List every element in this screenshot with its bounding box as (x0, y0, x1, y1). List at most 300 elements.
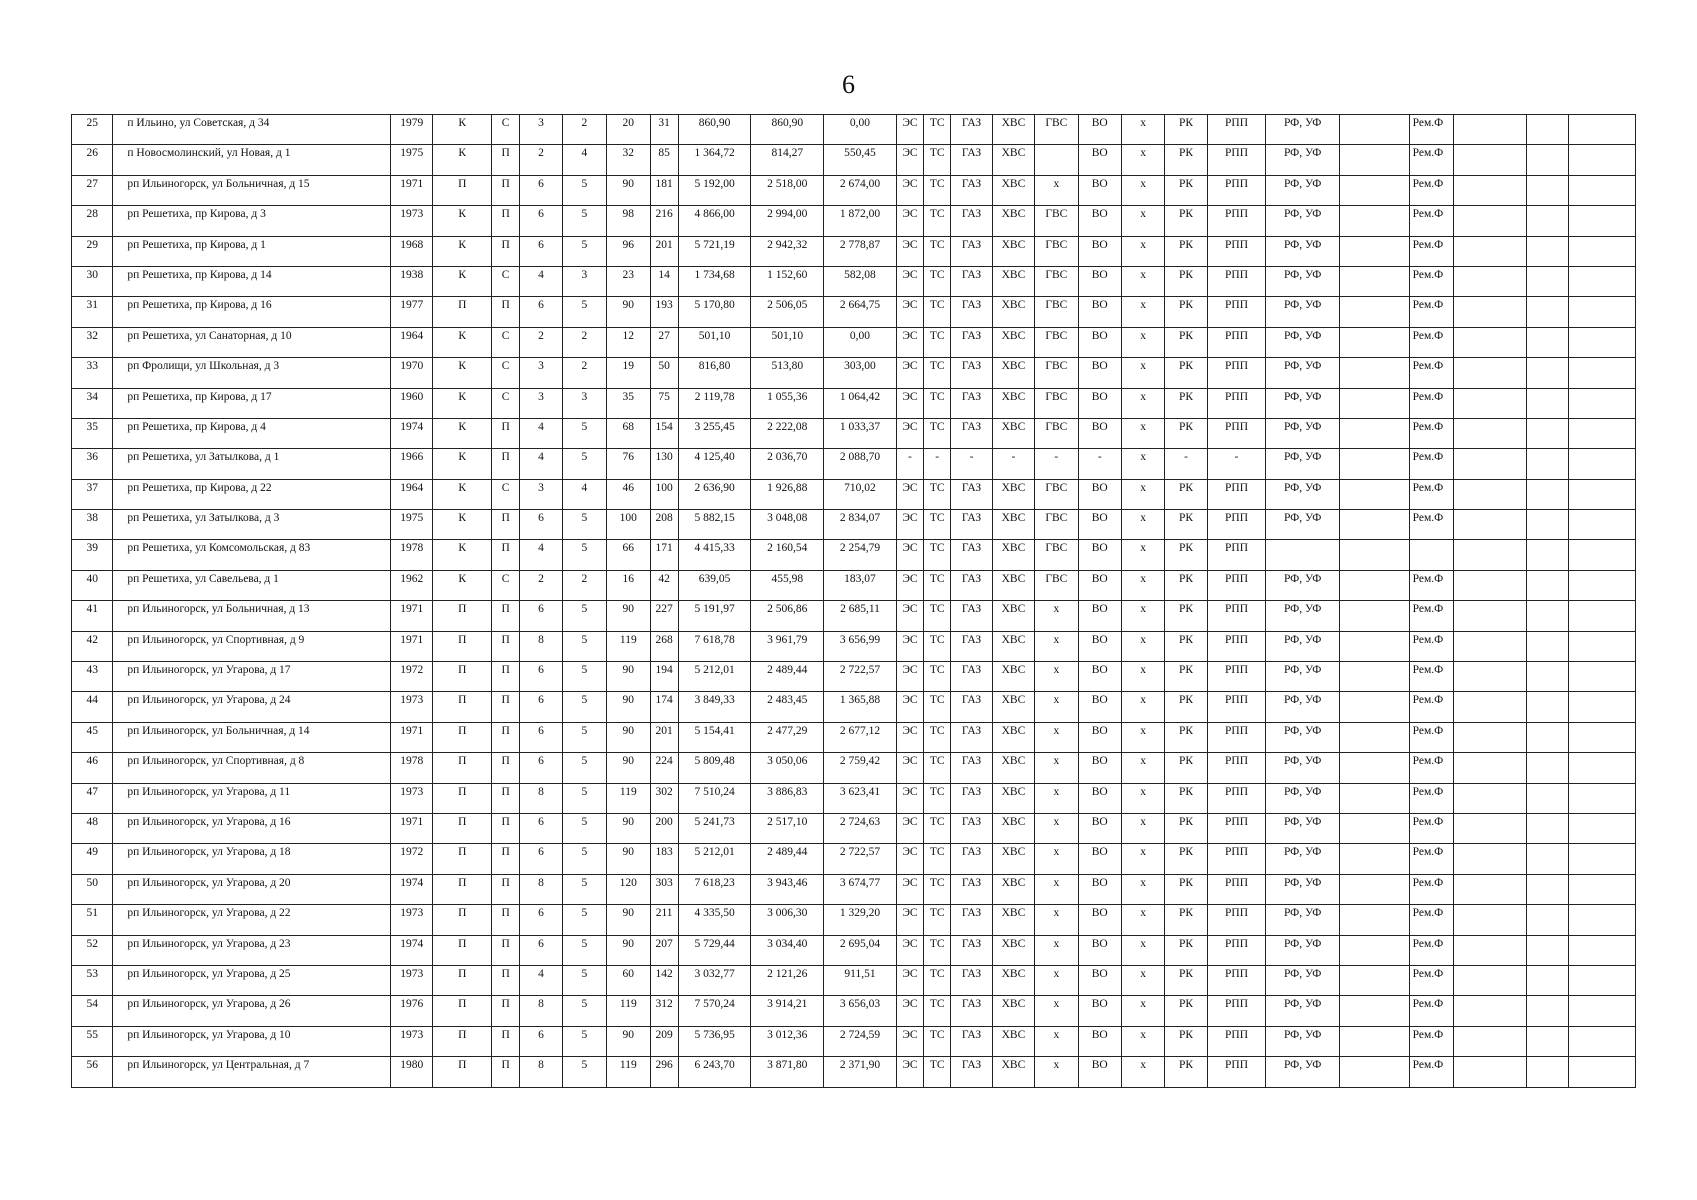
cell-wall-material: П (433, 297, 492, 327)
cell-total-area: 1 734,68 (678, 266, 751, 296)
cell-floors: 8 (520, 783, 562, 813)
cell-floors: 6 (520, 601, 562, 631)
cell-empty-b (1454, 844, 1527, 874)
table-row (72, 601, 1636, 631)
cell-facade-repair: РПП (1207, 266, 1266, 296)
cell-floor-type: П (492, 996, 520, 1026)
cell-floor-type: П (492, 813, 520, 843)
cell-mark: х (1121, 297, 1164, 327)
cell-sewage: ВО (1078, 570, 1121, 600)
cell-empty-b (1454, 570, 1527, 600)
cell-hot-water: х (1035, 905, 1078, 935)
cell-apartments: 66 (607, 540, 650, 570)
cell-apartments: 100 (607, 510, 650, 540)
cell-residential-area: 2 489,44 (751, 662, 824, 692)
cell-nonresidential-area: 1 365,88 (824, 692, 897, 722)
cell-empty-c (1526, 449, 1568, 479)
cell-gas: ГАЗ (951, 540, 992, 570)
cell-empty-a (1340, 297, 1410, 327)
cell-entrances: 5 (562, 1026, 606, 1056)
cell-gas: ГАЗ (951, 692, 992, 722)
table-row (72, 1026, 1636, 1056)
cell-entrances: 2 (562, 115, 606, 145)
cell-residential-area: 2 517,10 (751, 813, 824, 843)
cell-residential-area: 2 160,54 (751, 540, 824, 570)
cell-floors: 3 (520, 115, 562, 145)
cell-total-area: 5 882,15 (678, 510, 751, 540)
cell-facade-repair: РПП (1207, 965, 1266, 995)
cell-empty-c (1526, 813, 1568, 843)
cell-mark: х (1121, 418, 1164, 448)
cell-wall-material: К (433, 570, 492, 600)
cell-apartments: 60 (607, 965, 650, 995)
cell-residential-area: 1 152,60 (751, 266, 824, 296)
cell-total-area: 5 736,95 (678, 1026, 751, 1056)
cell-nonresidential-area: 2 759,42 (824, 753, 897, 783)
cell-heating: - (924, 449, 951, 479)
cell-fund: РФ, УФ (1266, 327, 1340, 357)
cell-apartments: 119 (607, 996, 650, 1026)
cell-mark: х (1121, 206, 1164, 236)
table-row (72, 266, 1636, 296)
cell-heating: ТС (924, 266, 951, 296)
cell-floor-type: П (492, 418, 520, 448)
cell-empty-c (1526, 570, 1568, 600)
cell-empty-d (1569, 388, 1636, 418)
cell-address: рп Решетиха, ул Затылкова, д 1 (113, 449, 391, 479)
cell-floor-type: П (492, 206, 520, 236)
cell-address: рп Ильиногорск, ул Угарова, д 23 (113, 935, 391, 965)
cell-total-area: 501,10 (678, 327, 751, 357)
table-row (72, 145, 1636, 175)
cell-facade-repair: РПП (1207, 905, 1266, 935)
cell-build-year: 1974 (391, 935, 433, 965)
cell-address: рп Решетиха, пр Кирова, д 16 (113, 297, 391, 327)
cell-facade-repair: РПП (1207, 206, 1266, 236)
cell-gas: ГАЗ (951, 905, 992, 935)
cell-wall-material: К (433, 479, 492, 509)
cell-hot-water: х (1035, 874, 1078, 904)
cell-floors: 2 (520, 145, 562, 175)
cell-total-area: 7 618,23 (678, 874, 751, 904)
cell-floors: 6 (520, 753, 562, 783)
cell-build-year: 1971 (391, 175, 433, 205)
cell-cold-water: ХВС (992, 327, 1034, 357)
cell-floors: 8 (520, 996, 562, 1026)
cell-floors: 4 (520, 266, 562, 296)
cell-floor-type: П (492, 722, 520, 752)
cell-sewage: ВО (1078, 996, 1121, 1026)
cell-repair-fund: Рем.Ф (1409, 692, 1453, 722)
cell-floor-type: П (492, 510, 520, 540)
cell-total-area: 5 721,19 (678, 236, 751, 266)
cell-floor-type: С (492, 388, 520, 418)
cell-empty-b (1454, 145, 1527, 175)
cell-address: рп Ильиногорск, ул Угарова, д 10 (113, 1026, 391, 1056)
cell-repair-fund: Рем.Ф (1409, 783, 1453, 813)
cell-empty-c (1526, 206, 1568, 236)
cell-heating: ТС (924, 631, 951, 661)
cell-cold-water: ХВС (992, 905, 1034, 935)
cell-facade-repair: РПП (1207, 996, 1266, 1026)
cell-empty-b (1454, 327, 1527, 357)
cell-build-year: 1970 (391, 358, 433, 388)
cell-fund: РФ, УФ (1266, 844, 1340, 874)
cell-sewage: ВО (1078, 175, 1121, 205)
cell-heating: ТС (924, 297, 951, 327)
cell-repair-fund: Рем.Ф (1409, 418, 1453, 448)
cell-residential-area: 860,90 (751, 115, 824, 145)
cell-empty-d (1569, 692, 1636, 722)
cell-hot-water: ГВС (1035, 327, 1078, 357)
cell-floors: 6 (520, 1026, 562, 1056)
cell-total-area: 5 212,01 (678, 662, 751, 692)
cell-empty-d (1569, 327, 1636, 357)
cell-total-area: 639,05 (678, 570, 751, 600)
cell-electricity: ЭС (896, 115, 923, 145)
cell-hot-water: х (1035, 935, 1078, 965)
cell-residential-area: 455,98 (751, 570, 824, 600)
cell-address: рп Решетиха, пр Кирова, д 17 (113, 388, 391, 418)
cell-total-area: 2 636,90 (678, 479, 751, 509)
cell-fund: РФ, УФ (1266, 631, 1340, 661)
cell-nonresidential-area: 710,02 (824, 479, 897, 509)
cell-residents: 174 (650, 692, 678, 722)
cell-residents: 193 (650, 297, 678, 327)
cell-hot-water: ГВС (1035, 388, 1078, 418)
cell-build-year: 1964 (391, 479, 433, 509)
cell-facade-repair: РПП (1207, 783, 1266, 813)
cell-facade-repair: РПП (1207, 236, 1266, 266)
cell-hot-water: х (1035, 662, 1078, 692)
cell-wall-material: П (433, 844, 492, 874)
cell-total-area: 6 243,70 (678, 1057, 751, 1087)
cell-row-number: 55 (72, 1026, 113, 1056)
cell-empty-d (1569, 358, 1636, 388)
table-row (72, 813, 1636, 843)
cell-nonresidential-area: 1 033,37 (824, 418, 897, 448)
cell-nonresidential-area: 3 623,41 (824, 783, 897, 813)
cell-apartments: 90 (607, 1026, 650, 1056)
cell-mark: х (1121, 540, 1164, 570)
cell-facade-repair: РПП (1207, 1026, 1266, 1056)
cell-electricity: ЭС (896, 510, 923, 540)
cell-hot-water: ГВС (1035, 236, 1078, 266)
cell-nonresidential-area: 2 724,63 (824, 813, 897, 843)
cell-residential-area: 2 994,00 (751, 206, 824, 236)
cell-address: рп Ильиногорск, ул Больничная, д 15 (113, 175, 391, 205)
cell-roof-repair: РК (1165, 358, 1207, 388)
cell-apartments: 120 (607, 874, 650, 904)
table-row (72, 236, 1636, 266)
cell-gas: ГАЗ (951, 631, 992, 661)
cell-empty-c (1526, 783, 1568, 813)
cell-floors: 6 (520, 722, 562, 752)
cell-wall-material: П (433, 175, 492, 205)
cell-empty-d (1569, 145, 1636, 175)
cell-gas: ГАЗ (951, 236, 992, 266)
cell-facade-repair: РПП (1207, 479, 1266, 509)
cell-build-year: 1972 (391, 844, 433, 874)
cell-roof-repair: РК (1165, 813, 1207, 843)
cell-floor-type: П (492, 236, 520, 266)
cell-empty-b (1454, 206, 1527, 236)
cell-empty-d (1569, 813, 1636, 843)
cell-floors: 6 (520, 692, 562, 722)
cell-address: рп Решетиха, пр Кирова, д 4 (113, 418, 391, 448)
cell-build-year: 1962 (391, 570, 433, 600)
cell-wall-material: К (433, 266, 492, 296)
cell-nonresidential-area: 2 664,75 (824, 297, 897, 327)
cell-build-year: 1973 (391, 905, 433, 935)
cell-apartments: 19 (607, 358, 650, 388)
cell-hot-water: х (1035, 1057, 1078, 1087)
cell-floors: 6 (520, 297, 562, 327)
cell-electricity: ЭС (896, 692, 923, 722)
cell-empty-a (1340, 662, 1410, 692)
table-row (72, 783, 1636, 813)
cell-row-number: 46 (72, 753, 113, 783)
cell-facade-repair: РПП (1207, 145, 1266, 175)
cell-residents: 130 (650, 449, 678, 479)
cell-apartments: 90 (607, 935, 650, 965)
cell-empty-a (1340, 236, 1410, 266)
cell-row-number: 27 (72, 175, 113, 205)
cell-residential-area: 2 489,44 (751, 844, 824, 874)
cell-apartments: 90 (607, 905, 650, 935)
cell-fund: РФ, УФ (1266, 570, 1340, 600)
cell-build-year: 1960 (391, 388, 433, 418)
cell-residents: 181 (650, 175, 678, 205)
cell-cold-water: ХВС (992, 297, 1034, 327)
cell-heating: ТС (924, 813, 951, 843)
cell-empty-d (1569, 115, 1636, 145)
cell-residents: 268 (650, 631, 678, 661)
cell-apartments: 23 (607, 266, 650, 296)
cell-empty-a (1340, 874, 1410, 904)
cell-sewage: ВО (1078, 874, 1121, 904)
cell-build-year: 1974 (391, 874, 433, 904)
cell-electricity: ЭС (896, 327, 923, 357)
cell-cold-water: ХВС (992, 206, 1034, 236)
cell-total-area: 7 570,24 (678, 996, 751, 1026)
cell-floors: 4 (520, 418, 562, 448)
cell-facade-repair: РПП (1207, 175, 1266, 205)
cell-floor-type: П (492, 905, 520, 935)
cell-residents: 216 (650, 206, 678, 236)
cell-electricity: ЭС (896, 236, 923, 266)
cell-row-number: 37 (72, 479, 113, 509)
cell-repair-fund: Рем.Ф (1409, 449, 1453, 479)
cell-entrances: 5 (562, 722, 606, 752)
cell-floor-type: П (492, 145, 520, 175)
cell-floor-type: П (492, 965, 520, 995)
cell-empty-b (1454, 935, 1527, 965)
table-row (72, 358, 1636, 388)
cell-mark: х (1121, 266, 1164, 296)
cell-residents: 75 (650, 388, 678, 418)
cell-roof-repair: РК (1165, 236, 1207, 266)
cell-residential-area: 2 121,26 (751, 965, 824, 995)
cell-heating: ТС (924, 965, 951, 995)
cell-empty-b (1454, 662, 1527, 692)
cell-row-number: 54 (72, 996, 113, 1026)
cell-empty-d (1569, 236, 1636, 266)
table-row (72, 844, 1636, 874)
cell-total-area: 816,80 (678, 358, 751, 388)
cell-empty-b (1454, 358, 1527, 388)
cell-nonresidential-area: 1 329,20 (824, 905, 897, 935)
cell-residential-area: 3 886,83 (751, 783, 824, 813)
cell-gas: ГАЗ (951, 662, 992, 692)
cell-floor-type: П (492, 540, 520, 570)
cell-hot-water: ГВС (1035, 297, 1078, 327)
cell-mark: х (1121, 175, 1164, 205)
cell-gas: ГАЗ (951, 753, 992, 783)
cell-fund: РФ, УФ (1266, 996, 1340, 1026)
cell-entrances: 5 (562, 601, 606, 631)
cell-empty-d (1569, 783, 1636, 813)
cell-floors: 4 (520, 965, 562, 995)
cell-address: рп Ильиногорск, ул Угарова, д 17 (113, 662, 391, 692)
cell-wall-material: К (433, 236, 492, 266)
cell-electricity: ЭС (896, 570, 923, 600)
cell-heating: ТС (924, 722, 951, 752)
cell-residents: 227 (650, 601, 678, 631)
cell-address: рп Ильиногорск, ул Угарова, д 11 (113, 783, 391, 813)
cell-roof-repair: РК (1165, 266, 1207, 296)
cell-wall-material: К (433, 540, 492, 570)
cell-nonresidential-area: 2 778,87 (824, 236, 897, 266)
cell-empty-d (1569, 449, 1636, 479)
cell-heating: ТС (924, 388, 951, 418)
cell-facade-repair: РПП (1207, 601, 1266, 631)
table-row (72, 996, 1636, 1026)
cell-build-year: 1973 (391, 1026, 433, 1056)
cell-fund: РФ, УФ (1266, 753, 1340, 783)
cell-apartments: 12 (607, 327, 650, 357)
cell-fund: РФ, УФ (1266, 266, 1340, 296)
cell-entrances: 5 (562, 783, 606, 813)
cell-empty-d (1569, 206, 1636, 236)
cell-heating: ТС (924, 236, 951, 266)
cell-fund: РФ, УФ (1266, 813, 1340, 843)
cell-empty-a (1340, 783, 1410, 813)
cell-mark: х (1121, 510, 1164, 540)
cell-empty-b (1454, 601, 1527, 631)
cell-empty-d (1569, 418, 1636, 448)
cell-repair-fund: Рем.Ф (1409, 874, 1453, 904)
cell-electricity: ЭС (896, 601, 923, 631)
cell-facade-repair: РПП (1207, 1057, 1266, 1087)
cell-residential-area: 2 942,32 (751, 236, 824, 266)
cell-facade-repair: РПП (1207, 510, 1266, 540)
cell-total-area: 5 192,00 (678, 175, 751, 205)
cell-empty-a (1340, 601, 1410, 631)
cell-wall-material: К (433, 145, 492, 175)
cell-empty-b (1454, 266, 1527, 296)
cell-sewage: ВО (1078, 965, 1121, 995)
table-row (72, 175, 1636, 205)
table-row (72, 327, 1636, 357)
cell-hot-water (1035, 145, 1078, 175)
cell-address: рп Ильиногорск, ул Угарова, д 26 (113, 996, 391, 1026)
cell-floor-type: П (492, 601, 520, 631)
cell-electricity: - (896, 449, 923, 479)
cell-repair-fund: Рем.Ф (1409, 510, 1453, 540)
cell-sewage: ВО (1078, 783, 1121, 813)
cell-repair-fund: Рем.Ф (1409, 662, 1453, 692)
cell-mark: х (1121, 479, 1164, 509)
cell-build-year: 1973 (391, 692, 433, 722)
cell-wall-material: П (433, 874, 492, 904)
cell-roof-repair: РК (1165, 631, 1207, 661)
cell-address: рп Ильиногорск, ул Больничная, д 13 (113, 601, 391, 631)
cell-repair-fund: Рем.Ф (1409, 388, 1453, 418)
cell-entrances: 5 (562, 662, 606, 692)
cell-cold-water: ХВС (992, 965, 1034, 995)
cell-heating: ТС (924, 844, 951, 874)
cell-empty-d (1569, 570, 1636, 600)
cell-hot-water: ГВС (1035, 115, 1078, 145)
cell-residents: 201 (650, 236, 678, 266)
cell-sewage: ВО (1078, 418, 1121, 448)
cell-apartments: 96 (607, 236, 650, 266)
cell-total-area: 4 415,33 (678, 540, 751, 570)
cell-repair-fund: Рем.Ф (1409, 570, 1453, 600)
cell-entrances: 5 (562, 905, 606, 935)
cell-residential-area: 2 518,00 (751, 175, 824, 205)
cell-floor-type: П (492, 753, 520, 783)
cell-empty-c (1526, 874, 1568, 904)
cell-row-number: 34 (72, 388, 113, 418)
cell-floors: 3 (520, 479, 562, 509)
cell-facade-repair: РПП (1207, 662, 1266, 692)
cell-empty-a (1340, 358, 1410, 388)
cell-build-year: 1979 (391, 115, 433, 145)
cell-empty-b (1454, 479, 1527, 509)
cell-empty-c (1526, 510, 1568, 540)
cell-residential-area: 3 050,06 (751, 753, 824, 783)
cell-electricity: ЭС (896, 358, 923, 388)
cell-cold-water: - (992, 449, 1034, 479)
cell-address: рп Фролищи, ул Школьная, д 3 (113, 358, 391, 388)
cell-empty-b (1454, 418, 1527, 448)
cell-heating: ТС (924, 753, 951, 783)
cell-facade-repair: РПП (1207, 692, 1266, 722)
cell-residential-area: 1 926,88 (751, 479, 824, 509)
cell-address: рп Ильиногорск, ул Угарова, д 22 (113, 905, 391, 935)
cell-total-area: 5 154,41 (678, 722, 751, 752)
cell-empty-b (1454, 996, 1527, 1026)
cell-residents: 14 (650, 266, 678, 296)
cell-nonresidential-area: 582,08 (824, 266, 897, 296)
cell-repair-fund: Рем.Ф (1409, 358, 1453, 388)
cell-empty-d (1569, 631, 1636, 661)
cell-hot-water: х (1035, 753, 1078, 783)
cell-hot-water: х (1035, 722, 1078, 752)
cell-residential-area: 3 871,80 (751, 1057, 824, 1087)
cell-mark: х (1121, 813, 1164, 843)
cell-gas: ГАЗ (951, 965, 992, 995)
cell-entrances: 5 (562, 418, 606, 448)
cell-wall-material: П (433, 722, 492, 752)
cell-repair-fund: Рем.Ф (1409, 935, 1453, 965)
cell-hot-water: х (1035, 631, 1078, 661)
table-row (72, 297, 1636, 327)
cell-electricity: ЭС (896, 145, 923, 175)
table-row (72, 692, 1636, 722)
